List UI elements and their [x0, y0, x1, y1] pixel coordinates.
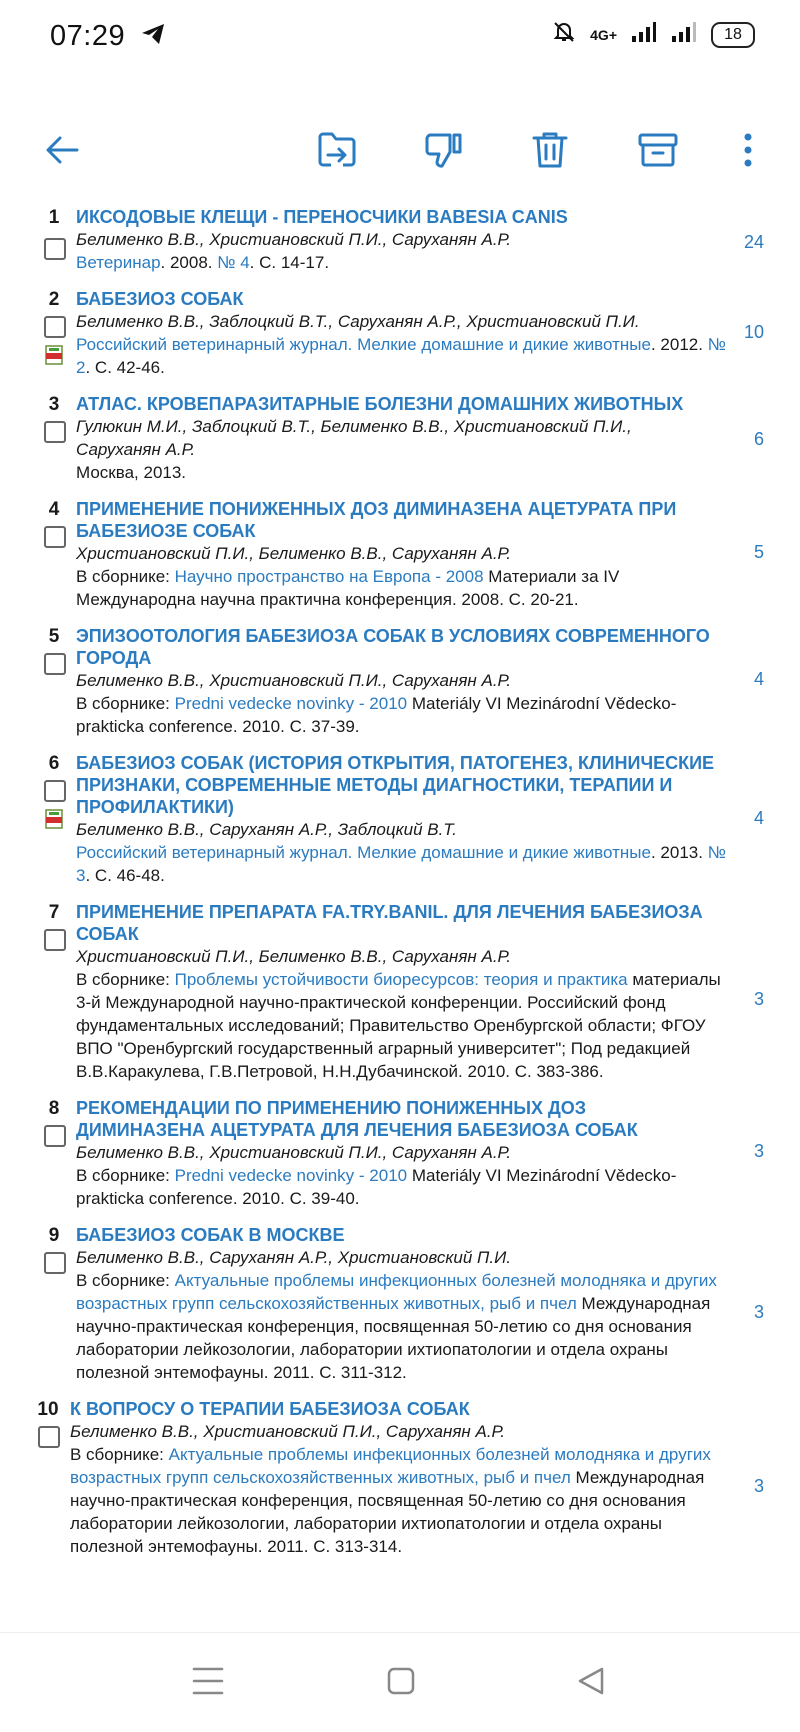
item-checkbox[interactable]	[44, 316, 66, 338]
more-vertical-icon	[743, 133, 753, 172]
issue-link[interactable]: № 2	[76, 335, 726, 377]
source-link[interactable]: Актуальные проблемы инфекционных болезней молодняка и других возрастных групп сельскохозяйственных животных, рыб и пчел	[70, 1445, 711, 1487]
delete-button[interactable]	[520, 122, 580, 182]
item-checkbox[interactable]	[44, 929, 66, 951]
source-link[interactable]: Российский ветеринарный журнал. Мелкие домашние и дикие животные	[76, 843, 651, 862]
citation-count[interactable]: 5	[753, 542, 764, 562]
item-checkbox[interactable]	[44, 653, 66, 675]
archive-icon	[637, 132, 679, 173]
source-link[interactable]: Российский ветеринарный журнал. Мелкие домашние и дикие животные	[76, 335, 651, 354]
citation-count[interactable]: 3	[753, 1141, 764, 1161]
citation-count[interactable]: 10	[743, 322, 764, 342]
archive-button[interactable]	[628, 122, 688, 182]
list-item	[0, 206, 800, 274]
more-button[interactable]	[718, 122, 778, 182]
issue-link[interactable]: № 3	[76, 843, 726, 885]
citation-count[interactable]: 24	[743, 232, 764, 252]
telegram-icon	[140, 22, 166, 51]
item-number: 10	[37, 1399, 59, 1420]
trash-icon	[531, 130, 569, 175]
item-number: 9	[48, 1225, 60, 1246]
list-item	[0, 752, 800, 887]
item-title[interactable]: ПРИМЕНЕНИЕ ПОНИЖЕННЫХ ДОЗ ДИМИНАЗЕНА АЦЕТУРАТА ПРИ БАБЕЗИОЗЕ СОБАК	[76, 499, 677, 541]
item-number: 7	[48, 902, 60, 923]
item-checkbox[interactable]	[44, 526, 66, 548]
issue-link[interactable]: № 4	[217, 253, 250, 272]
mute-icon	[552, 20, 576, 49]
citation-count[interactable]: 4	[753, 808, 764, 828]
item-title[interactable]: К ВОПРОСУ О ТЕРАПИИ БАБЕЗИОЗА СОБАК	[70, 1399, 470, 1419]
item-source: Российский ветеринарный журнал. Мелкие домашние и дикие животные. 2012. № 2. С. 42-46.	[76, 335, 726, 377]
list-item	[0, 625, 800, 738]
publication-list	[0, 206, 800, 1572]
citation-count[interactable]: 3	[753, 1302, 764, 1322]
item-source: Москва, 2013.	[76, 463, 187, 482]
move-button[interactable]	[308, 122, 368, 182]
item-number: 4	[48, 499, 60, 520]
item-checkbox[interactable]	[44, 421, 66, 443]
citation-count[interactable]: 4	[753, 669, 764, 689]
item-number: 3	[48, 394, 60, 415]
menu-icon	[192, 1683, 224, 1700]
item-checkbox[interactable]	[44, 1252, 66, 1274]
source-link[interactable]: Научно пространство на Европа - 2008	[174, 567, 484, 586]
system-nav-bar	[0, 1636, 800, 1732]
item-title[interactable]: ИКСОДОВЫЕ КЛЕЩИ - ПЕРЕНОСЧИКИ BABESIA CANIS	[76, 207, 568, 227]
list-item	[0, 1097, 800, 1210]
source-link[interactable]: Ветеринар	[76, 253, 161, 272]
item-number: 5	[48, 626, 60, 647]
item-title[interactable]: РЕКОМЕНДАЦИИ ПО ПРИМЕНЕНИЮ ПОНИЖЕННЫХ ДОЗ ДИМИНАЗЕНА АЦЕТУРАТА ДЛЯ ЛЕЧЕНИЯ БАБЕЗИОЗА СОБАК	[76, 1098, 638, 1140]
item-checkbox[interactable]	[44, 780, 66, 802]
item-source: В сборнике: Predni vedecke novinky - 2010 Materiály VI Mezinárodní Vědecko-prakticka conference. 2010. С. 37-39.	[76, 694, 677, 736]
source-link[interactable]: Актуальные проблемы инфекционных болезней молодняка и других возрастных групп сельскохозяйственных животных, рыб и пчел	[76, 1271, 717, 1313]
item-authors: Белименко В.В., Заблоцкий В.Т., Саруханян А.Р., Христиановский П.И.	[76, 312, 640, 331]
status-bar	[0, 0, 800, 72]
source-link[interactable]: Проблемы устойчивости биоресурсов: теория и практика	[174, 970, 628, 989]
network-type: 4G+	[590, 26, 617, 43]
item-authors: Христиановский П.И., Белименко В.В., Саруханян А.Р.	[76, 947, 511, 966]
back-button[interactable]	[32, 122, 92, 182]
battery-icon: 18	[711, 22, 755, 48]
item-source: В сборнике: Проблемы устойчивости биоресурсов: теория и практика материалы 3-й Международной научно-практической конференции. Российский фонд фундаментальных исследований; Правительство Оренбургской области; ФГОУ ВПО "Оренбургский государственный аграрный университет"; Под редакцией В.В.Каракулева, Г.В.Петровой, Н.Н.Дубачинской. 2010. С. 383-386.	[76, 970, 721, 1081]
system-icons	[552, 20, 755, 49]
citation-count[interactable]: 3	[753, 989, 764, 1009]
arrow-left-icon	[45, 135, 79, 170]
item-number: 1	[48, 207, 60, 228]
item-source: В сборнике: Научно пространство на Европа - 2008 Материали за IV Международна научна практична конференция. 2008. С. 20-21.	[76, 567, 620, 609]
item-authors: Гулюкин М.И., Заблоцкий В.Т., Белименко В.В., Христиановский П.И., Саруханян А.Р.	[76, 417, 632, 459]
source-link[interactable]: Predni vedecke novinky - 2010	[174, 1166, 408, 1185]
pdf-icon[interactable]	[44, 809, 64, 829]
list-item	[0, 1398, 800, 1558]
item-source: Российский ветеринарный журнал. Мелкие домашние и дикие животные. 2013. № 3. С. 46-48.	[76, 843, 726, 885]
home-button[interactable]	[386, 1666, 416, 1701]
item-title[interactable]: БАБЕЗИОЗ СОБАК (ИСТОРИЯ ОТКРЫТИЯ, ПАТОГЕНЕЗ, КЛИНИЧЕСКИЕ ПРИЗНАКИ, СОВРЕМЕННЫЕ МЕТОДЫ ДИАГНОСТИКИ, ТЕРАПИИ И ПРОФИЛАКТИКИ)	[76, 753, 715, 817]
spam-button[interactable]	[414, 122, 474, 182]
item-title[interactable]: БАБЕЗИОЗ СОБАК В МОСКВЕ	[76, 1225, 345, 1245]
move-to-folder-icon	[317, 131, 359, 174]
item-checkbox[interactable]	[44, 238, 66, 260]
item-checkbox[interactable]	[38, 1426, 60, 1448]
nav-divider	[0, 1632, 800, 1633]
thumbs-down-icon	[424, 130, 464, 175]
item-source: В сборнике: Актуальные проблемы инфекционных болезней молодняка и других возрастных групп сельскохозяйственных животных, рыб и пчел Международная научно-практическая конференция, посвященная 50-летию со дня основания лаборатории лейкозологии, лаборатории ихтиопатологии и отдела охраны полезной энтемофауны. 2011. С. 311-312.	[76, 1271, 717, 1382]
item-title[interactable]: ЭПИЗООТОЛОГИЯ БАБЕЗИОЗА СОБАК В УСЛОВИЯХ СОВРЕМЕННОГО ГОРОДА	[76, 626, 710, 668]
item-authors: Белименко В.В., Саруханян А.Р., Христиановский П.И.	[76, 1248, 511, 1267]
item-authors: Христиановский П.И., Белименко В.В., Саруханян А.Р.	[76, 544, 511, 563]
signal-icon	[631, 21, 657, 48]
citation-count[interactable]: 3	[753, 1476, 764, 1496]
source-link[interactable]: Predni vedecke novinky - 2010	[174, 694, 408, 713]
status-time: 07:29	[50, 20, 126, 52]
recents-button[interactable]	[192, 1666, 224, 1701]
item-authors: Белименко В.В., Христиановский П.И., Саруханян А.Р.	[76, 230, 511, 249]
item-checkbox[interactable]	[44, 1125, 66, 1147]
item-title[interactable]: ПРИМЕНЕНИЕ ПРЕПАРАТА FA.TRY.BANIL. ДЛЯ ЛЕЧЕНИЯ БАБЕЗИОЗА СОБАК	[76, 902, 703, 944]
item-number: 2	[48, 289, 60, 310]
item-number: 8	[48, 1098, 60, 1119]
item-authors: Белименко В.В., Саруханян А.Р., Заблоцкий В.Т.	[76, 820, 457, 839]
square-icon	[386, 1683, 416, 1700]
item-authors: Белименко В.В., Христиановский П.И., Саруханян А.Р.	[76, 1143, 511, 1162]
list-item	[0, 498, 800, 611]
item-number: 6	[48, 753, 60, 774]
signal-2-icon	[671, 21, 697, 48]
item-authors: Белименко В.В., Христиановский П.И., Саруханян А.Р.	[70, 1422, 505, 1441]
list-item	[0, 901, 800, 1083]
list-item	[0, 288, 800, 379]
item-source: В сборнике: Predni vedecke novinky - 2010 Materiály VI Mezinárodní Vědecko-prakticka conference. 2010. С. 39-40.	[76, 1166, 677, 1208]
triangle-back-icon	[576, 1683, 606, 1700]
back-nav-button[interactable]	[576, 1666, 606, 1701]
pdf-icon[interactable]	[44, 345, 64, 365]
list-item	[0, 393, 800, 484]
mail-toolbar	[0, 122, 800, 182]
item-title[interactable]: БАБЕЗИОЗ СОБАК	[76, 289, 244, 309]
item-title[interactable]: АТЛАС. КРОВЕПАРАЗИТАРНЫЕ БОЛЕЗНИ ДОМАШНИХ ЖИВОТНЫХ	[76, 394, 684, 414]
citation-count[interactable]: 6	[753, 429, 764, 449]
item-source: Ветеринар. 2008. № 4. С. 14-17.	[76, 253, 330, 272]
item-source: В сборнике: Актуальные проблемы инфекционных болезней молодняка и других возрастных групп сельскохозяйственных животных, рыб и пчел Международная научно-практическая конференция, посвященная 50-летию со дня основания лаборатории лейкозологии, лаборатории ихтиопатологии и отдела охраны полезной энтемофауны. 2011. С. 313-314.	[70, 1445, 711, 1556]
item-authors: Белименко В.В., Христиановский П.И., Саруханян А.Р.	[76, 671, 511, 690]
list-item	[0, 1224, 800, 1384]
